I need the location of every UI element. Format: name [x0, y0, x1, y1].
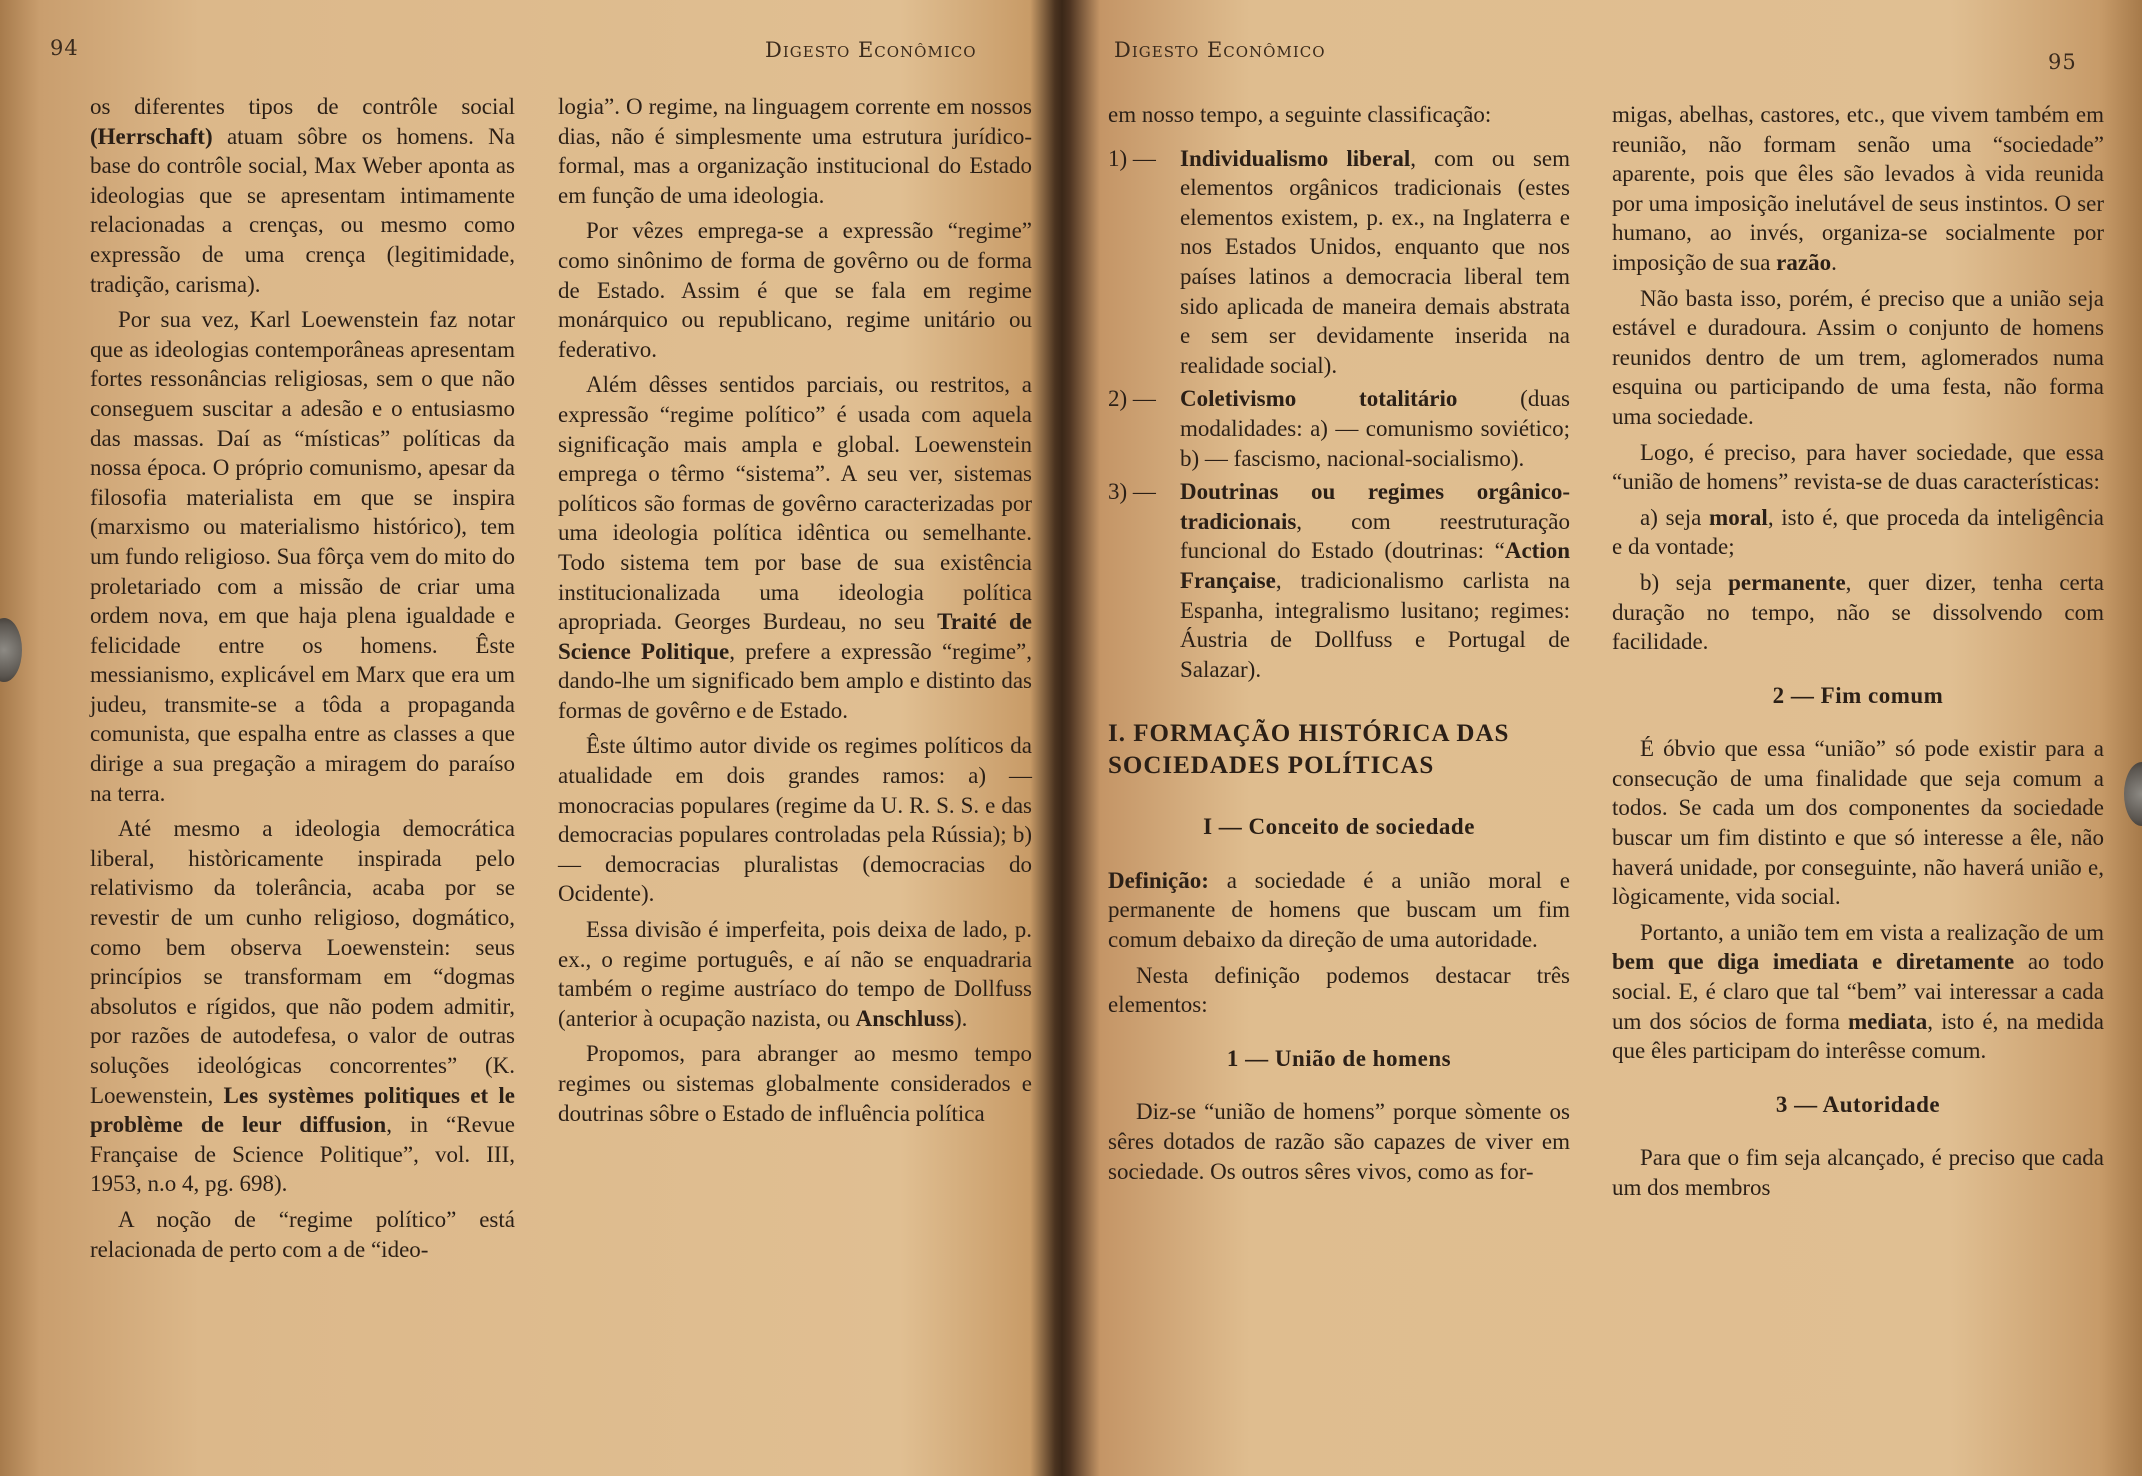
- paragraph: É óbvio que essa “união” só pode existir para a consecução de uma finalidade que seja comum a todos. Se cada um dos componentes da sociedade buscar um fim distinto e que só interesse a êle, não haverá unidade, por conseguinte, não haverá união e, lògicamente, vida social.: [1612, 736, 2104, 910]
- paragraph: Além dêsses sentidos parciais, ou restritos, a expressão “regime político” é usada com aquela significação mais ampla e global. Loewenstein emprega o têrmo “sistema”. A seu ver, sistemas políticos são formas de govêrno caracterizadas por uma ideologia política idêntica ou semelhante. Todo sistema tem por base de sua existência institucionalizada uma ideologia política apropriada. Georges Burdeau, no seu Traité de Science Politique, prefere a expressão “regime”, dando-lhe um significado bem amplo e distinto das formas de govêrno e de Estado.: [558, 372, 1032, 723]
- right-column-1: [1108, 100, 1570, 1192]
- right-running-header: Digesto Econômico: [1114, 38, 1326, 62]
- item-number: 2) —: [1108, 386, 1156, 412]
- paragraph: migas, abelhas, castores, etc., que vivem também em reunião, não formam senão uma “sociedade” aparente, pois que êles são levados à vida reunida por uma imposição inelutável de seus instintos. O ser humano, ao invés, organiza-se socialmente por imposição de sua razão.: [1612, 102, 2104, 275]
- classification-item: [1108, 144, 1570, 381]
- intro-paragraph: em nosso tempo, a seguinte classificação:: [1108, 102, 1492, 127]
- paragraph: Propomos, para abranger ao mesmo tempo regimes ou sistemas globalmente considerados e doutrinas sôbre o Estado de influência política: [558, 1041, 1032, 1126]
- right-page-number: 95: [2048, 50, 2077, 74]
- left-page: [0, 0, 1058, 1476]
- left-column-2: [558, 92, 1032, 1134]
- paragraph: Diz-se “união de homens” porque sòmente os sêres dotados de razão são capazes de viver em sociedade. Os outros sêres vivos, como as for-: [1108, 1099, 1570, 1184]
- paragraph: Portanto, a união tem em vista a realização de um bem que diga imediata e diretamente ao todo social. E, é claro que tal “bem” vai interessar a cada um dos sócios de forma mediata, isto é, na medida que êles participam do interêsse comum.: [1612, 919, 2104, 1064]
- paragraph: logia”. O regime, na linguagem corrente em nossos dias, não é simplesmente uma estrutura jurídico-formal, mas a organização institucional do Estado em função de uma ideologia.: [558, 94, 1032, 208]
- right-column-2: [1612, 100, 2104, 1209]
- paragraph: os diferentes tipos de contrôle social (Herrschaft) atuam sôbre os homens. Na base do contrôle social, Max Weber aponta as ideologias que se apresentam intimamente relacionadas a crenças, ou mesmo como expressão de uma crença (legitimidade, tradição, carisma).: [90, 94, 515, 297]
- section-title: I. FORMAÇÃO HISTÓRICA DAS SOCIEDADES POLÍTICAS: [1108, 720, 1510, 780]
- paragraph: Nesta definição podemos destacar três elementos:: [1108, 962, 1570, 1018]
- right-page: [1068, 0, 2142, 1476]
- item-text: Individualismo liberal, com ou sem elementos orgânicos tradicionais (estes elementos existem, p. ex., na Inglaterra e nos Estados Unidos, enquanto que nos países latinos a democracia liberal tem sido aplicada de maneira demais abstrata e sem ser devidamente inserida na realidade social).: [1180, 145, 1570, 378]
- paragraph: A noção de “regime político” está relacionada de perto com a de “ideo-: [90, 1206, 515, 1262]
- item-number: 3) —: [1108, 479, 1156, 505]
- item-number: 1) —: [1108, 145, 1156, 171]
- subsection-heading: 1 — União de homens: [1226, 1045, 1452, 1071]
- right-column-2-paragraphs: [1612, 100, 2104, 657]
- left-page-number: 94: [50, 36, 79, 60]
- classification-item: [1108, 384, 1570, 473]
- paragraph: b) seja permanente, quer dizer, tenha certa duração no tempo, não se dissolvendo com facilidade.: [1612, 569, 2104, 655]
- classification-item: [1108, 477, 1570, 684]
- subsection-heading: 2 — Fim comum: [1772, 682, 1944, 708]
- subsection-heading: I — Conceito de sociedade: [1203, 814, 1475, 840]
- paragraph: a) seja moral, isto é, que proceda da inteligência e da vontade;: [1612, 504, 2104, 560]
- definition-paragraph: Definição: a sociedade é a união moral e permanente de homens que buscam um fim comum debaixo da direção de uma autoridade.: [1108, 867, 1570, 953]
- paragraph: Não basta isso, porém, é preciso que a união seja estável e duradoura. Assim o conjunto de homens reunidos dentro de um trem, aglomerados numa esquina ou participando de uma festa, não forma uma sociedade.: [1612, 285, 2104, 429]
- left-running-header: Digesto Econômico: [765, 38, 977, 62]
- item-text: Doutrinas ou regimes orgânico-tradicionais, com reestruturação funcional do Estado (doutrinas: “Action Française, tradicionalismo carlista na Espanha, integralismo lusitano; regimes: Áustria de Dollfuss e Portugal de Salazar).: [1180, 479, 1570, 682]
- paragraph: Por vêzes emprega-se a expressão “regime” como sinônimo de forma de govêrno ou de forma de Estado. Assim é que se fala em regime monárquico ou republicano, regime unitário ou federativo.: [558, 218, 1032, 362]
- subsection-heading: 3 — Autoridade: [1775, 1091, 1941, 1117]
- left-column-1: [90, 92, 515, 1270]
- classification-list: [1108, 144, 1570, 685]
- paragraph: Por sua vez, Karl Loewenstein faz notar que as ideologias contemporâneas apresentam fortes ressonâncias religiosas, sem o que não conseguem suscitar a adesão e o entusiasmo das massas. Daí as “místicas” políticas da nossa época. O próprio comunismo, apesar da filosofia materialista em que se inspira (marxismo ou materialismo histórico), tem um fundo religioso. Sua fôrça vem do mito do proletariado com a missão de criar uma ordem nova, em que haja plena igualdade e felicidade entre os homens. Êste messianismo, explicável em Marx que era um judeu, transmite-se a tôda a propaganda comunista, que espalha entre as classes a que dirige a sua pregação a miragem do paraíso na terra.: [90, 307, 515, 806]
- paragraph: Essa divisão é imperfeita, pois deixa de lado, p. ex., o regime português, e aí não se enquadraria também o regime austríaco do tempo de Dollfuss (anterior à ocupação nazista, ou Anschluss).: [558, 917, 1032, 1031]
- right-column-2-paragraphs-b: [1612, 734, 2104, 1066]
- item-text: Coletivismo totalitário (duas modalidades: a) — comunismo soviético; b) — fascismo, nacional-socialismo).: [1180, 386, 1570, 471]
- paragraph: Êste último autor divide os regimes políticos da atualidade em dois grandes ramos: a) — monocracias populares (regime da U. R. S. S. e das democracias populares controladas pela Rússia); b) — democracias pluralistas (democracias do Ocidente).: [558, 733, 1032, 907]
- paragraph: Até mesmo a ideologia democrática liberal, històricamente inspirada pelo relativismo da tolerância, acaba por se revestir de um cunho religioso, dogmático, como bem observa Loewenstein: seus princípios se transformam em “dogmas absolutos e rígidos, que não podem admitir, por razões de autodefesa, o valor de outras soluções ideológicas concorrentes” (K. Loewenstein, Les systèmes politiques et le problème de leur diffusion, in “Revue Française de Science Politique”, vol. III, 1953, n.o 4, pg. 698).: [90, 816, 516, 1197]
- paragraph: Para que o fim seja alcançado, é preciso que cada um dos membros: [1612, 1145, 2104, 1200]
- paragraph: Logo, é preciso, para haver sociedade, que essa “união de homens” revista-se de duas características:: [1612, 439, 2104, 495]
